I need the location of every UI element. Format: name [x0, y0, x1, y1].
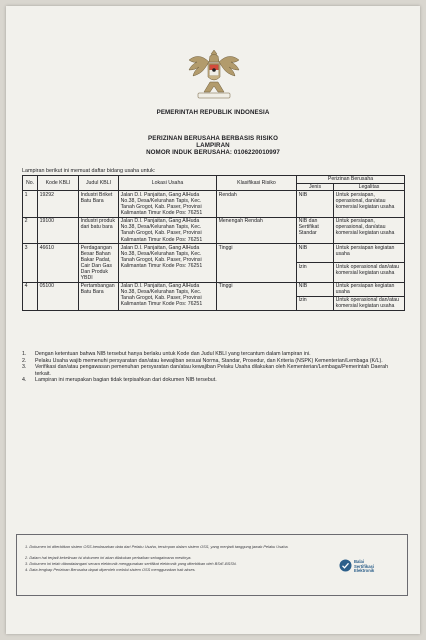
bsre-logo — [339, 559, 399, 577]
table-row — [23, 217, 405, 243]
cell-kode: 46610 — [38, 244, 79, 283]
cell-lokasi: Jalan D.I. Panjaitan, Gang AlHuda No.38, Desa/Kelurahan Tapis, Kec. Tanah Grogot, Kab. Paser, Provinsi Kalimantan Timur Kode Pos: 76251 — [119, 217, 217, 243]
notes-list — [22, 351, 402, 384]
footer-note: 4. Data lengkap Perizinan Berusaha dapat diperoleh melalui sistem OSS menggunakan hak akses. — [25, 567, 196, 572]
cell-legalitas: Untuk operasional dan/atau komersial kegiatan usaha — [334, 296, 405, 310]
table-row — [23, 244, 405, 263]
cell-no: 3 — [23, 244, 38, 283]
note-number: 1. — [22, 351, 27, 357]
note-text: Dengan ketentuan bahwa NIB tersebut hanya berlaku untuk Kode dan Judul KBLI yang tercantum dalam lampiran ini. — [35, 351, 311, 357]
cell-lokasi: Jalan D.I. Panjaitan, Gang AlHuda No.38, Desa/Kelurahan Tapis, Kec. Tanah Grogot, Kab. Paser, Provinsi Kalimantan Timur Kode Pos: 76251 — [119, 282, 217, 310]
cell-jenis: NIB — [297, 282, 334, 296]
document-title: PERIZINAN BERUSAHA BERBASIS RISIKO — [147, 135, 279, 142]
cell-jenis: NIB — [297, 244, 334, 263]
cell-lokasi: Jalan D.I. Panjaitan, Gang AlHuda No.38, Desa/Kelurahan Tapis, Kec. Tanah Grogot, Kab. Paser, Provinsi Kalimantan Timur Kode Pos: 76251 — [119, 244, 217, 283]
cell-judul: Perdagangan Besar Bahan Bakar Padat, Cair Dan Gas Dan Produk YBDI — [79, 244, 119, 283]
cell-no: 4 — [23, 282, 38, 310]
cell-risiko: Menengah Rendah — [217, 217, 297, 243]
cell-no: 1 — [23, 191, 38, 217]
cell-lokasi: Jalan D.I. Panjaitan, Gang AlHuda No.38, Desa/Kelurahan Tapis, Kec. Tanah Grogot, Kab. Paser, Provinsi Kalimantan Timur Kode Pos: 76251 — [119, 191, 217, 217]
government-heading: PEMERINTAH REPUBLIK INDONESIA — [156, 109, 270, 116]
header-legalitas: Legalitas — [334, 183, 405, 191]
cell-legalitas: Untuk operasional dan/atau komersial kegiatan usaha — [334, 263, 405, 282]
list-item — [22, 377, 402, 384]
header-judul-kbli: Judul KBLI — [79, 176, 119, 191]
cell-risiko: Tinggi — [217, 244, 297, 283]
footer-note: 1. Dokumen ini diterbitkan sistem OSS berdasarkan data dari Pelaku Usaha, tersimpan dalam sistem OSS, yang menjadi tanggung jawab Pelaku Usaha. — [25, 544, 289, 549]
cell-jenis: Izin — [297, 296, 334, 310]
cell-risiko: Tinggi — [217, 282, 297, 310]
logo-line: Elektronik — [354, 568, 375, 574]
logo-line: Sertifikasi — [354, 563, 375, 569]
garuda-emblem-icon — [184, 46, 244, 102]
bsre-logo-text — [354, 560, 374, 574]
cell-legalitas: Untuk persiapan kegiatan usaha — [334, 282, 405, 296]
cell-legalitas: Untuk persiapan, operasional, dan/atau komersial kegiatan usaha — [334, 217, 405, 243]
note-number: 4. — [22, 377, 27, 384]
table-row — [23, 191, 405, 217]
cell-judul: Industri Briket Batu Bara — [79, 191, 119, 217]
note-text: Verifikasi dan/atau pengawasan pemenuhan persyaratan dan/atau kewajiban Pelaku Usaha dilakukan oleh Kementerian/Lembaga/Pemerintah Daerah terkait. — [35, 364, 389, 377]
cell-legalitas: Untuk persiapan kegiatan usaha — [334, 244, 405, 263]
cell-risiko: Rendah — [217, 191, 297, 217]
table-row — [23, 282, 405, 296]
footer-box — [16, 534, 408, 596]
note-text: Pelaku Usaha wajib memenuhi persyaratan dan/atau kewajiban sesuai Norma, Standar, Prosedur, dan Kriteria (NSPK) Kementerian/Lembaga (K/L). — [35, 357, 383, 364]
cell-kode: 19292 — [38, 191, 79, 217]
cell-jenis: NIB dan Sertifikat Standar — [297, 217, 334, 243]
footer-note: 2. Dalam hal terjadi kekeliruan isi dokumen ini akan dilakukan perbaikan sebagaimana mestinya. — [25, 555, 192, 560]
note-number: 2. — [22, 357, 27, 364]
list-item — [22, 364, 402, 377]
footer-note: 3. Dokumen ini telah ditandatangani secara elektronik menggunakan sertifikat elektronik yang diterbitkan oleh BSrE-BSSN. — [25, 561, 237, 566]
cell-jenis: Izin — [297, 263, 334, 282]
intro-text: Lampiran berikut ini memuat daftar bidang usaha untuk: — [22, 168, 156, 174]
bsre-logo-icon — [339, 559, 352, 572]
list-item — [22, 358, 402, 365]
cell-jenis: NIB — [297, 191, 334, 217]
kbli-table — [22, 175, 405, 311]
header-no: No. — [23, 176, 38, 191]
header-lokasi: Lokasi Usaha — [119, 176, 217, 191]
cell-kode: 19100 — [38, 217, 79, 243]
cell-legalitas: Untuk persiapan, operasional, dan/atau komersial kegiatan usaha — [334, 191, 405, 217]
cell-judul: Pertambangan Batu Bara — [79, 282, 119, 310]
cell-kode: 05100 — [38, 282, 79, 310]
cell-judul: Industri produk dari batu bara — [79, 217, 119, 243]
header-kode-kbli: Kode KBLI — [38, 176, 79, 191]
list-item — [22, 351, 402, 358]
header-jenis: Jenis — [297, 183, 334, 191]
cell-no: 2 — [23, 217, 38, 243]
header-perizinan: Perizinan Berusaha — [297, 176, 405, 184]
header-risiko: Klasifikasi Risiko — [217, 176, 297, 191]
logo-line: Balai — [354, 559, 365, 564]
note-text: Lampiran ini merupakan bagian tidak terpisahkan dari dokumen NIB tersebut. — [35, 377, 217, 384]
document-page — [6, 6, 420, 634]
note-number: 3. — [22, 364, 27, 371]
nib-number: NOMOR INDUK BERUSAHA: 0106220010997 — [146, 149, 280, 156]
document-subtitle: LAMPIRAN — [196, 142, 230, 149]
